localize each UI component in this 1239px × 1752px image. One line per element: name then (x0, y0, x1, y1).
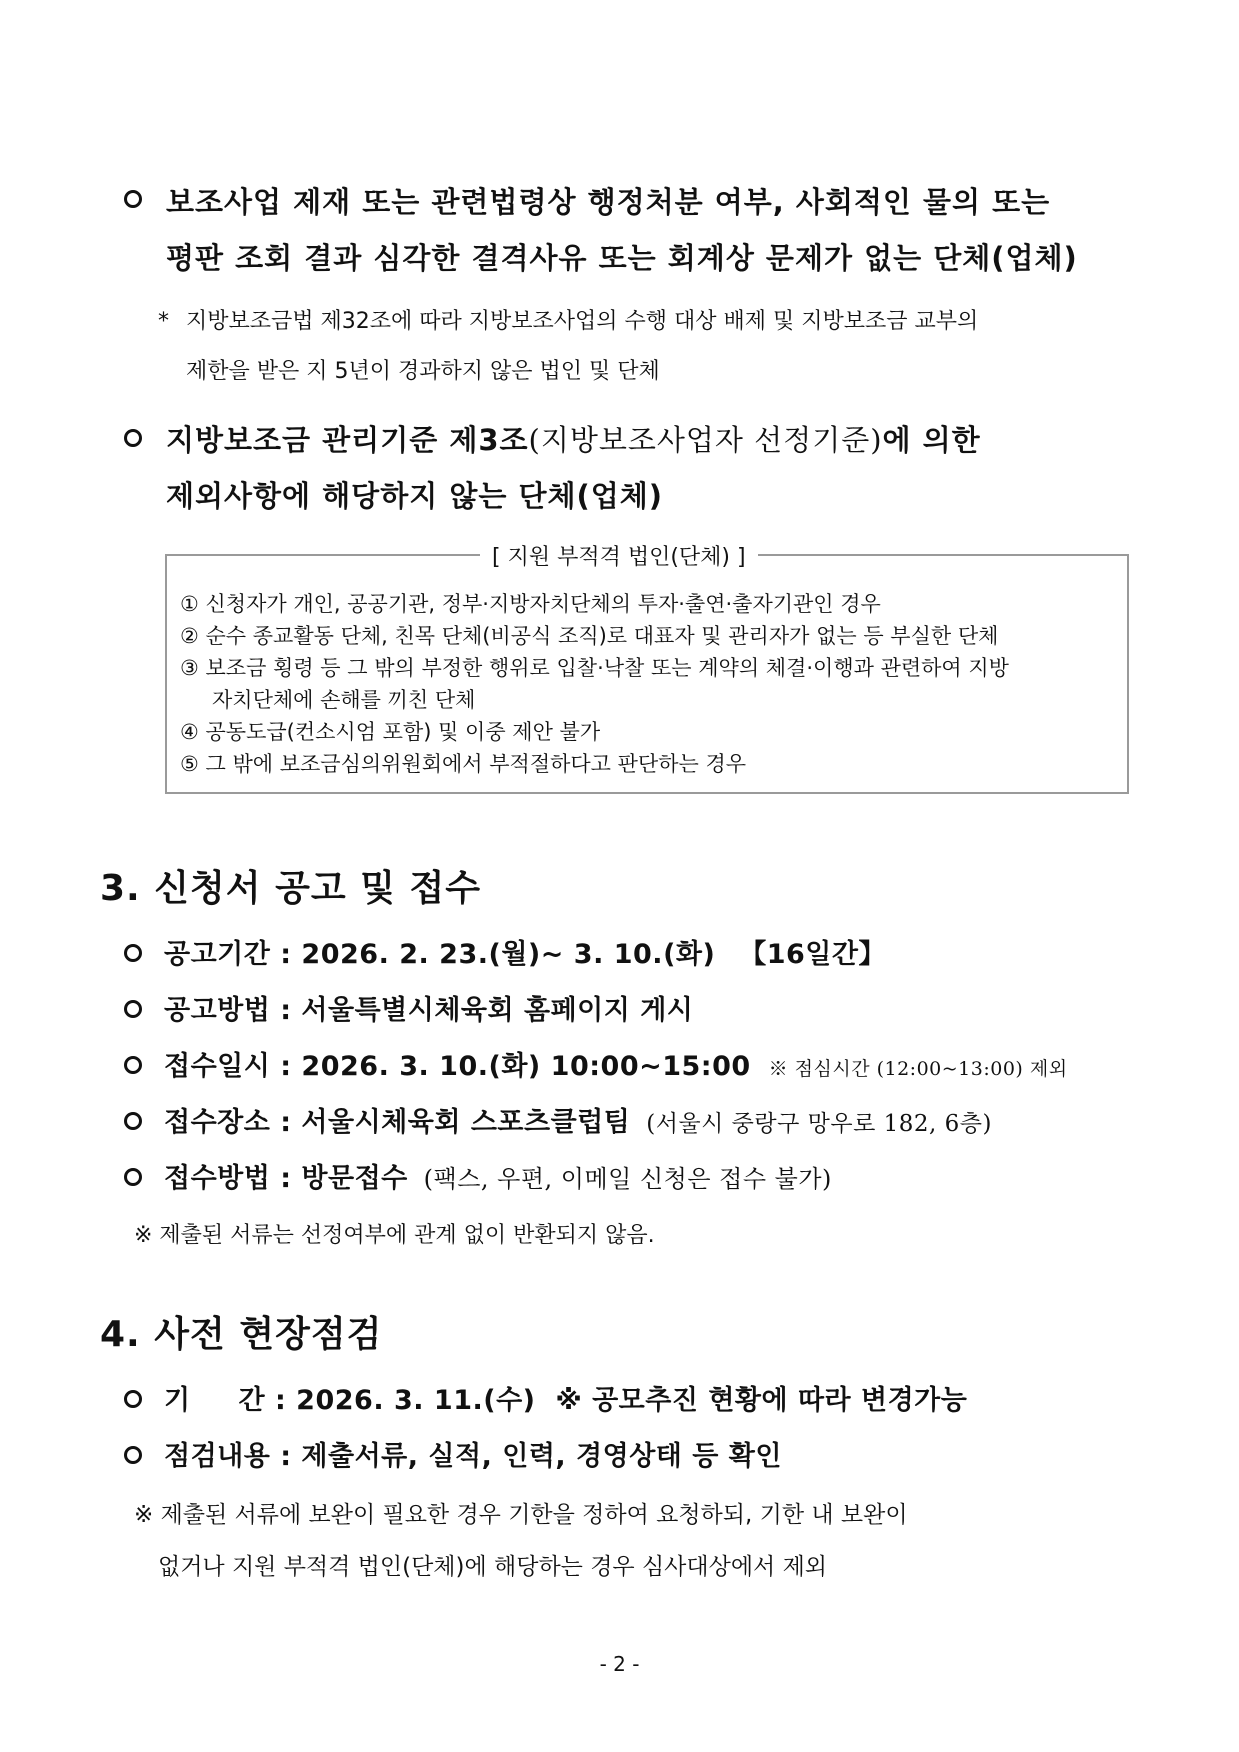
bullet-icon (124, 1000, 142, 1018)
notice-method-row (164, 988, 693, 1027)
receipt-date-label: 접수일시 (164, 1051, 271, 1082)
inspection-content-label: 점검내용 (164, 1441, 271, 1472)
receipt-date-note: ※ 점심시간 (12:00~13:00) 제외 (768, 1058, 1068, 1080)
notice-period-days: 【16일간】 (739, 939, 886, 970)
inspection-content-value: : 제출서류, 실적, 인력, 경영상태 등 확인 (280, 1441, 782, 1472)
receipt-way-note: (팩스, 우편, 이메일 신청은 접수 불가) (423, 1165, 832, 1193)
ineligible-box-title: [ 지원 부적격 법인(단체) ] (480, 540, 758, 571)
bullet-icon (124, 429, 142, 447)
note-line-2: 제한을 받은 지 5년이 경과하지 않은 법인 및 단체 (186, 359, 660, 384)
criteria-item-1-line-1: 보조사업 제재 또는 관련법령상 행정처분 여부, 사회적인 물의 또는 (166, 185, 1051, 219)
notice-method-value: : 서울특별시체육회 홈페이지 게시 (280, 995, 694, 1026)
section-3-footnote: ※ 제출된 서류는 선정여부에 관계 없이 반환되지 않음. (134, 1223, 655, 1248)
bullet-icon (124, 1390, 142, 1408)
receipt-place-note: (서울시 중랑구 망우로 182, 6층) (646, 1111, 992, 1137)
criteria-item-2-suffix: 에 의한 (882, 423, 981, 457)
ineligible-item: ② 순수 종교활동 단체, 친목 단체(비공식 조직)로 대표자 및 관리자가 없는 등 부실한 단체 (180, 624, 999, 648)
receipt-date-value: : 2026. 3. 10.(화) 10:00~15:00 (280, 1051, 751, 1082)
criteria-item-2-line-1 (166, 418, 981, 459)
notice-method-label: 공고방법 (164, 995, 271, 1026)
receipt-way-value: : 방문접수 (280, 1163, 408, 1194)
bullet-icon (124, 944, 142, 962)
receipt-way-label: 접수방법 (164, 1163, 271, 1194)
inspection-period-value: : 2026. 3. 11.(수) (274, 1385, 536, 1416)
criteria-item-2-title: 지방보조금 관리기준 제3조 (166, 423, 529, 457)
section-3-heading: 3. 신청서 공고 및 접수 (100, 868, 482, 909)
receipt-way-row (164, 1156, 832, 1195)
bullet-icon (124, 1446, 142, 1464)
section-4-footnote-line-1: ※ 제출된 서류에 보완이 필요한 경우 기한을 정하여 요청하되, 기한 내 보완이 (134, 1502, 908, 1528)
inspection-content-row (164, 1434, 782, 1473)
ineligible-item: ⑤ 그 밖에 보조금심의위원회에서 부적절하다고 판단하는 경우 (180, 752, 747, 776)
criteria-item-2-paren: (지방보조사업자 선정기준) (528, 423, 883, 457)
page-number: - 2 - (599, 1652, 640, 1676)
notice-period-label: 공고기간 (164, 939, 271, 970)
ineligible-item: ③ 보조금 횡령 등 그 밖의 부정한 행위로 입찰·낙찰 또는 계약의 체결·이행과 관련하여 지방 (180, 656, 1009, 680)
bullet-icon (124, 1056, 142, 1074)
ineligible-item: 자치단체에 손해를 끼친 단체 (212, 688, 476, 712)
inspection-period-label: 기 간 (164, 1385, 266, 1416)
receipt-place-row (164, 1100, 992, 1139)
bullet-icon (124, 1112, 142, 1130)
ineligible-item: ④ 공동도급(컨소시엄 포함) 및 이중 제안 불가 (180, 720, 601, 744)
notice-period-row (164, 932, 886, 971)
criteria-item-1-line-2: 평판 조회 결과 심각한 결격사유 또는 회계상 문제가 없는 단체(업체) (166, 241, 1078, 275)
bullet-icon (124, 1168, 142, 1186)
note-line-1: 지방보조금법 제32조에 따라 지방보조사업의 수행 대상 배제 및 지방보조금 교부의 (186, 309, 979, 334)
section-4-heading: 4. 사전 현장점검 (100, 1314, 383, 1355)
receipt-place-value: : 서울시체육회 스포츠클럽팀 (280, 1107, 631, 1138)
inspection-period-row (164, 1378, 967, 1417)
inspection-period-note: ※ 공모추진 현황에 따라 변경가능 (555, 1385, 968, 1416)
bullet-icon (124, 190, 142, 208)
receipt-date-row (164, 1044, 1068, 1083)
receipt-place-label: 접수장소 (164, 1107, 271, 1138)
ineligible-item: ① 신청자가 개인, 공공기관, 정부·지방자치단체의 투자·출연·출자기관인 경우 (180, 592, 881, 616)
note-mark: * (158, 309, 169, 334)
criteria-item-2-line-2: 제외사항에 해당하지 않는 단체(업체) (166, 479, 664, 513)
section-4-footnote-line-2: 없거나 지원 부적격 법인(단체)에 해당하는 경우 심사대상에서 제외 (158, 1554, 828, 1580)
notice-period-value: : 2026. 2. 23.(월)~ 3. 10.(화) (280, 939, 716, 970)
